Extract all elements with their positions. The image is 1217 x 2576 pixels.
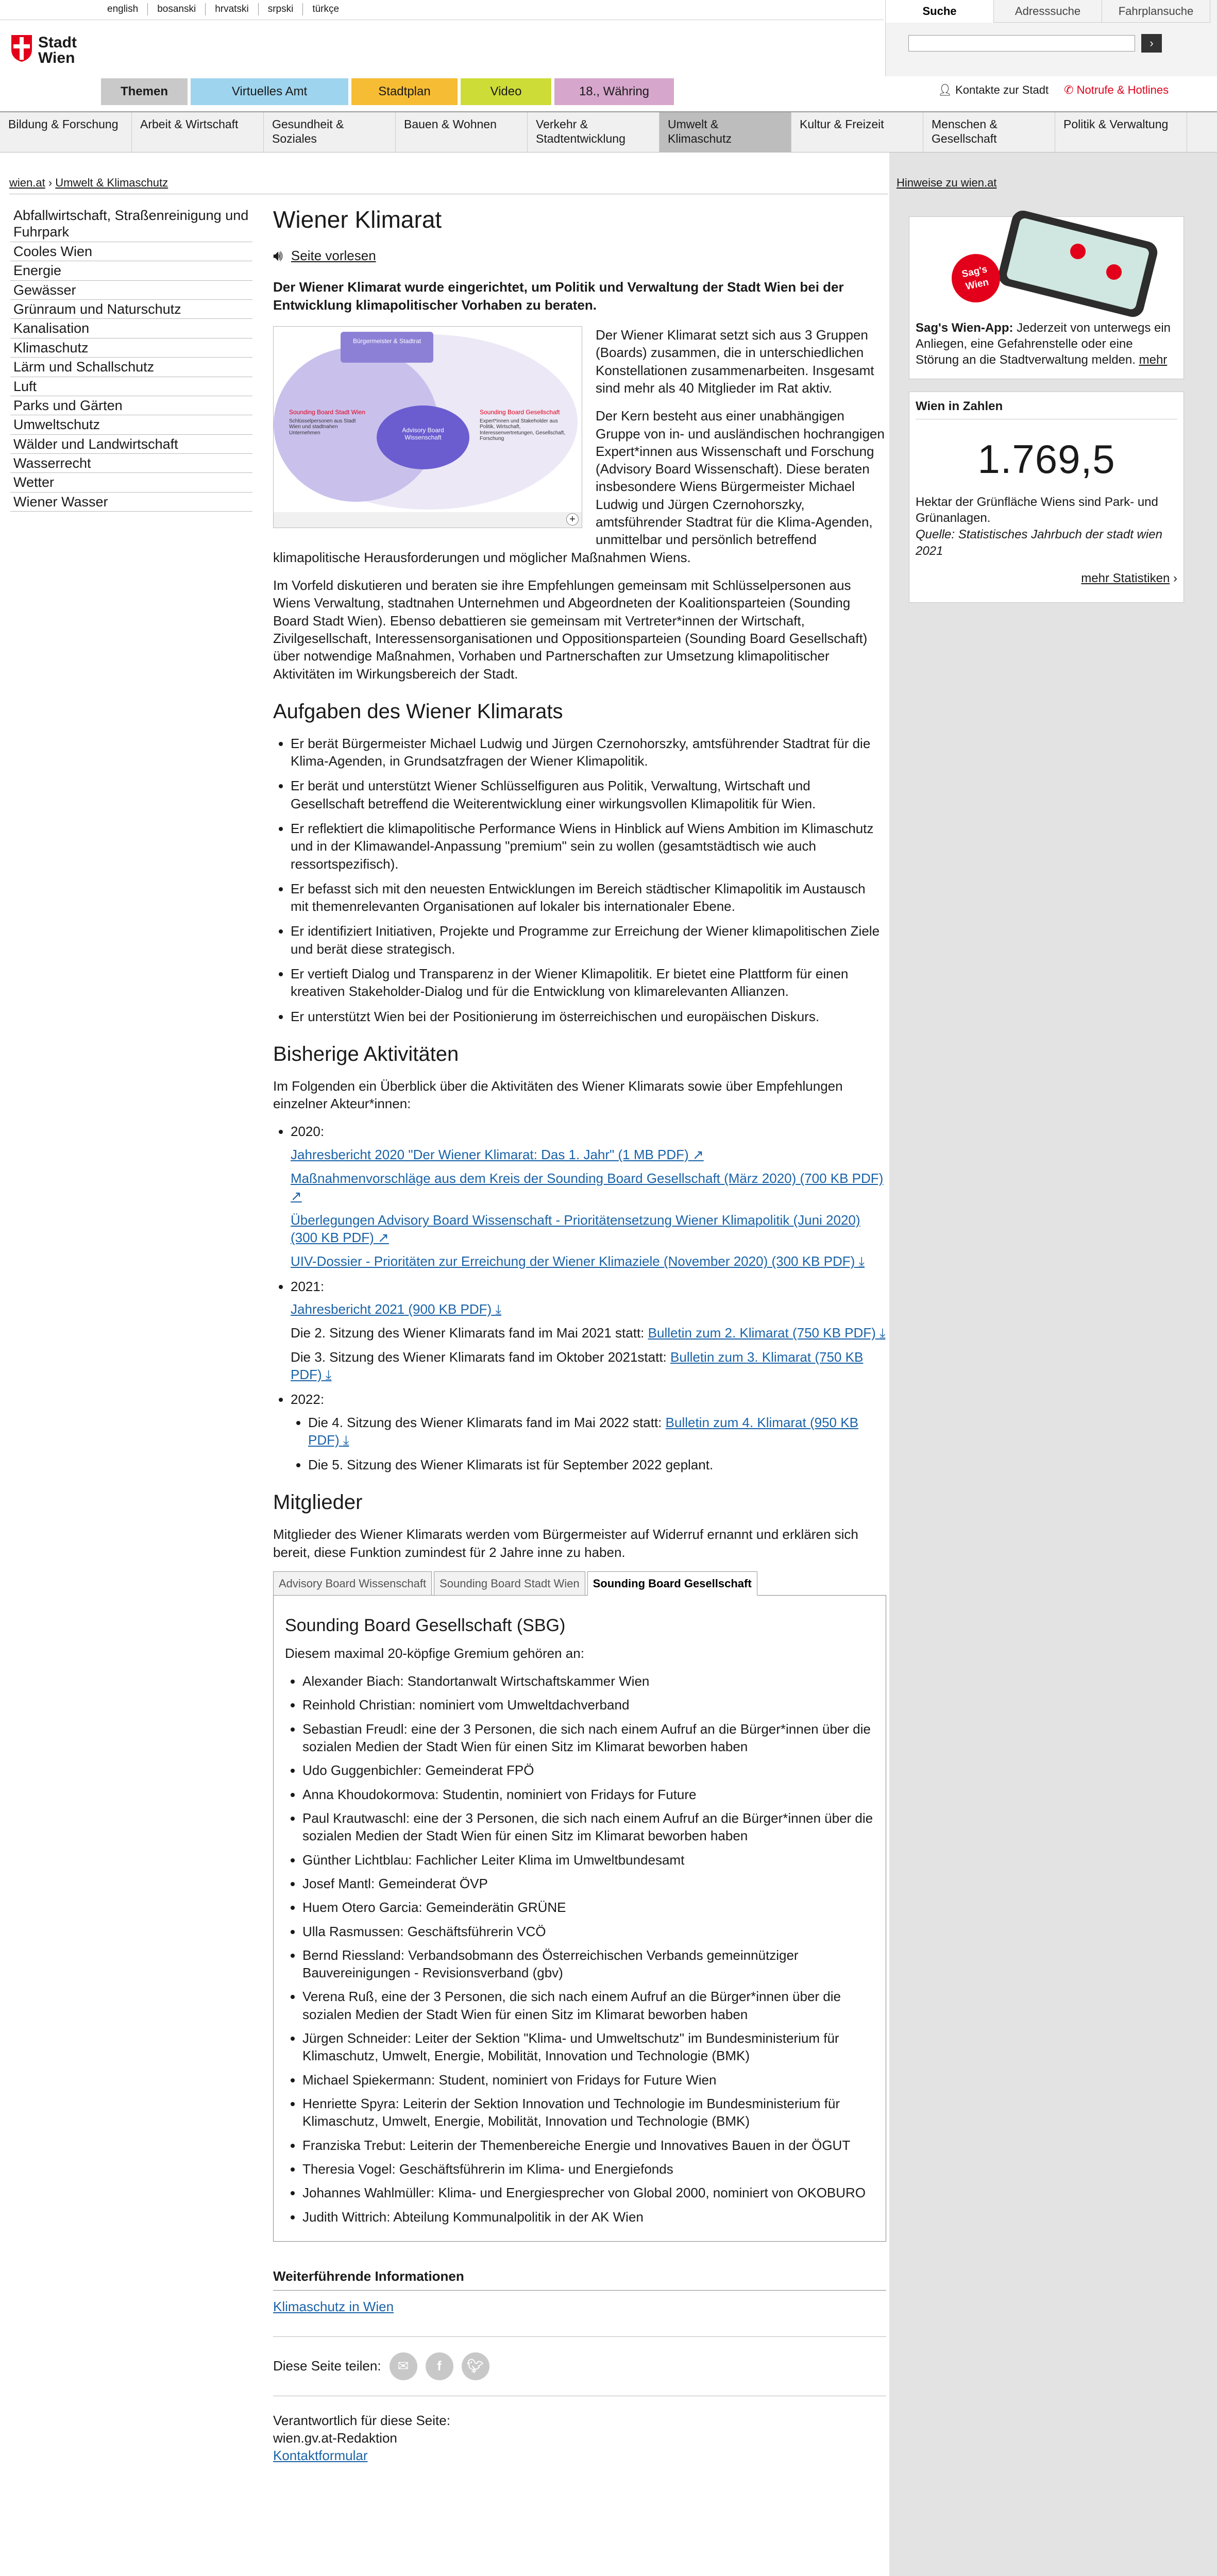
- download-icon: ⤓: [325, 1366, 332, 1382]
- download-icon: ⤓: [880, 1325, 886, 1341]
- sags-wien-more[interactable]: mehr: [1139, 353, 1168, 367]
- member-item: • Huem Otero Garcia: Gemeinderätin GRÜNE: [302, 1899, 874, 1916]
- member-item: • Theresia Vogel: Geschäftsführerin im Klima- und Energiefonds: [302, 2160, 874, 2178]
- pdf-link[interactable]: Jahresbericht 2020 "Der Wiener Klimarat: Das 1. Jahr" (1 MB PDF) ↗: [291, 1146, 704, 1162]
- coat-of-arms-icon: [10, 34, 33, 63]
- year-2022: • 2022: • Die 4. Sitzung des Wiener Klimarats fand im Mai 2022 statt: Bulletin zum 4. Klimarat (950 KB PDF) ⤓ • Die 5. Sitzung des Wiener Klimarats ist für September 2022 geplant.: [291, 1391, 886, 1473]
- member-item: • Paul Krautwaschl: eine der 3 Personen, die sich nach einem Aufruf an die Bürger*innen über die sozialen Medien der Stadt Wien für einen Sitz im Klimarat beworben haben: [302, 1809, 874, 1845]
- nav-stadtplan[interactable]: Stadtplan: [351, 78, 458, 105]
- responsible: [273, 2412, 886, 2465]
- pdf-link[interactable]: Überlegungen Advisory Board Wissenschaft - Prioritätensetzung Wiener Klimapolitik (Juni 2020) (300 KB PDF) ↗: [291, 1212, 860, 1246]
- member-item: • Ulla Rasmussen: Geschäftsführerin VCÖ: [302, 1923, 874, 1940]
- external-link-icon: ↗: [378, 1230, 389, 1246]
- search-panel: [885, 0, 1217, 76]
- diagram-right-sub: Expert*innen und Stakeholder aus Politik, Wirtschaft, Interessenvertretungen, Gesellschaft, Forschung: [480, 418, 566, 442]
- nav-district[interactable]: 18., Währing: [554, 78, 674, 105]
- breadcrumb: [9, 175, 168, 190]
- list-item: • Er vertieft Dialog und Transparenz in der Wiener Klimapolitik. Er bietet eine Plattform für einen kreativen Stakeholder-Dialog und für die Entwicklung von klimarelevanten Allianzen.: [291, 965, 886, 1001]
- tab-sounding-board-gesellschaft[interactable]: Sounding Board Gesellschaft: [587, 1571, 757, 1596]
- left-nav-item[interactable]: Kanalisation: [10, 319, 252, 338]
- climate-link[interactable]: Klimaschutz in Wien: [273, 2299, 394, 2315]
- zoom-icon[interactable]: +: [566, 513, 579, 526]
- member-item: • Josef Mantl: Gemeinderat ÖVP: [302, 1875, 874, 1892]
- diagram-center-label: Advisory Board Wissenschaft: [402, 426, 444, 441]
- activities-intro: Im Folgenden ein Überblick über die Aktivitäten des Wiener Klimarats sowie über Empfehlungen einzelner Akteur*innen:: [273, 1078, 843, 1112]
- members-intro: Mitglieder des Wiener Klimarats werden vom Bürgermeister auf Widerruf ernannt und erklären sich bereit, diese Funktion zumindest für 2 Jahre inne zu haben.: [273, 1527, 858, 1560]
- session-2: Die 2. Sitzung des Wiener Klimarats fand im Mai 2021 statt: Bulletin zum 2. Klimarat (750 KB PDF) ⤓: [291, 1325, 886, 1341]
- logo-line2: Wien: [38, 49, 75, 66]
- main-content: [273, 204, 886, 2464]
- theme-gesundheit[interactable]: Gesundheit & Soziales: [264, 112, 396, 152]
- left-nav-item[interactable]: Klimaschutz: [10, 338, 252, 358]
- lang-english[interactable]: english: [107, 4, 139, 14]
- external-link-icon: ↗: [692, 1146, 704, 1162]
- member-item: • Bernd Riessland: Verbandsobmann des Österreichischen Verbands gemeinnütziger Bauvereinigungen - Revisionsverband (gbv): [302, 1946, 874, 1982]
- theme-kultur[interactable]: Kultur & Freizeit: [791, 112, 923, 152]
- contact-link[interactable]: 👤︎ Kontakte zur Stadt: [938, 83, 1049, 96]
- left-nav-item[interactable]: Wetter: [10, 473, 252, 492]
- member-item: • Verena Ruß, eine der 3 Personen, die sich nach einem Aufruf an die Bürger*innen über die sozialen Medien der Stadt Wien für einen Sitz im Klimarat beworben haben: [302, 1988, 874, 2023]
- hints-link[interactable]: Hinweise zu wien.at: [897, 176, 997, 189]
- session-5: • Die 5. Sitzung des Wiener Klimarats ist für September 2022 geplant.: [308, 1456, 886, 1473]
- nav-themen[interactable]: Themen: [101, 78, 188, 105]
- sags-wien-badge: Sag's Wien: [947, 249, 1004, 307]
- lang-turkce[interactable]: türkçe: [302, 3, 348, 15]
- more-statistics[interactable]: mehr Statistiken ›: [1081, 571, 1177, 586]
- year-2020: • 2020: Jahresbericht 2020 "Der Wiener Klimarat: Das 1. Jahr" (1 MB PDF) ↗ Maßnahmenvorschläge aus dem Kreis der Sounding Board Gesellschaft (März 2020) (700 KB PDF) ↗ Überlegungen Advisory Board Wissenschaft - Prioritätensetzung Wiener Klimapolitik (Juni 2020) (300 KB PDF) ↗ UIV-Dossier - Prioritäten zur Erreichung der Wiener Klimaziele (November 2020) (300 KB PDF) ⤓: [291, 1123, 886, 1270]
- left-nav-item[interactable]: Wasserrecht: [10, 454, 252, 473]
- breadcrumb-separator: ›: [48, 176, 53, 189]
- lang-hrvatski[interactable]: hrvatski: [205, 3, 258, 15]
- board-diagram: [273, 326, 582, 528]
- lead-text: Der Wiener Klimarat wurde eingerichtet, um Politik und Verwaltung der Stadt Wien bei der Entwicklung klimapolitischer Vorhaben zu beraten.: [273, 279, 844, 313]
- twitter-icon[interactable]: 🐦︎: [462, 2352, 489, 2380]
- member-item: • Johannes Wahlmüller: Klima- und Energiesprecher von Global 2000, nominiert von OKOBURO: [302, 2184, 874, 2201]
- bulletin-4-link[interactable]: Bulletin zum 4. Klimarat (950 KB PDF) ⤓: [308, 1414, 858, 1448]
- mail-icon[interactable]: ✉: [390, 2352, 417, 2380]
- theme-bar: [0, 111, 1217, 152]
- search-button[interactable]: ›: [1141, 34, 1162, 53]
- members-heading: Mitglieder: [273, 1491, 363, 1514]
- nav-video[interactable]: Video: [461, 78, 551, 105]
- stats-value: 1.769,5: [977, 436, 1115, 482]
- theme-bauen[interactable]: Bauen & Wohnen: [396, 112, 528, 152]
- further-info: [273, 2267, 886, 2316]
- diagram-right-label: Sounding Board Gesellschaft: [480, 408, 560, 416]
- member-item: • Alexander Biach: Standortanwalt Wirtschaftskammer Wien: [302, 1672, 874, 1690]
- left-nav-item[interactable]: Lärm und Schallschutz: [10, 358, 252, 377]
- left-nav-item[interactable]: Abfallwirtschaft, Straßenreinigung und Fuhrpark: [10, 206, 252, 242]
- theme-arbeit[interactable]: Arbeit & Wirtschaft: [132, 112, 264, 152]
- language-switcher: [98, 3, 348, 15]
- member-item: • Günther Lichtblau: Fachlicher Leiter Klima im Umweltbundesamt: [302, 1851, 874, 1869]
- tasks-list: [273, 735, 886, 1025]
- site-header: [0, 0, 1217, 111]
- list-item: • Er berät und unterstützt Wiener Schlüsselfiguren aus Politik, Verwaltung, Wirtschaft und Gesellschaft betreffend die Weiterentwicklung einer wirkungsvollen Klimapolitik für Wien.: [291, 777, 886, 812]
- panel-intro: Diesem maximal 20-köpfige Gremium gehören an:: [285, 1645, 584, 1661]
- left-nav-item[interactable]: Wiener Wasser: [10, 493, 252, 512]
- member-item: • Udo Guggenbichler: Gemeinderat FPÖ: [302, 1761, 874, 1779]
- download-icon: ⤓: [343, 1432, 349, 1448]
- stats-description: Hektar der Grünfläche Wiens sind Park- und Grünanlagen.: [916, 495, 1158, 526]
- left-nav-item[interactable]: Grünraum und Naturschutz: [10, 300, 252, 319]
- tasks-heading: Aufgaben des Wiener Klimarats: [273, 700, 563, 723]
- lang-bosanski[interactable]: bosanski: [147, 3, 205, 15]
- theme-umwelt[interactable]: Umwelt & Klimaschutz: [660, 112, 791, 152]
- tab-advisory-board[interactable]: Advisory Board Wissenschaft: [273, 1571, 432, 1596]
- list-item: • Er reflektiert die klimapolitische Performance Wiens in Hinblick auf Wiens Ambition im Klimaschutz und in der Klimawandel-Anpassung "premium" sein zu wollen (gesamtstädtisch wie auch ressortspezifisch).: [291, 820, 886, 873]
- main-nav: [101, 78, 677, 105]
- diagram-left-label: Sounding Board Stadt Wien: [289, 408, 366, 416]
- member-item: • Franziska Trebut: Leiterin der Themenbereiche Energie und Innovatives Bauen in der ÖGUT: [302, 2137, 874, 2154]
- members-tabs: [273, 1571, 886, 1596]
- tab-suche[interactable]: Suche: [886, 0, 994, 23]
- left-nav-item[interactable]: Energie: [10, 261, 252, 280]
- share-bar: [273, 2336, 886, 2396]
- left-nav-item[interactable]: Parks und Gärten: [10, 396, 252, 415]
- bulletin-2-link[interactable]: Bulletin zum 2. Klimarat (750 KB PDF) ⤓: [648, 1325, 886, 1341]
- member-item: • Anna Khoudokormova: Studentin, nominiert von Fridays for Future: [302, 1786, 874, 1803]
- session-4: • Die 4. Sitzung des Wiener Klimarats fand im Mai 2022 statt: Bulletin zum 4. Klimarat (950 KB PDF) ⤓: [308, 1414, 886, 1449]
- session-3: Die 3. Sitzung des Wiener Klimarats fand im Oktober 2021statt: Bulletin zum 3. Klimarat (750 KB PDF) ⤓: [291, 1349, 864, 1382]
- year-2021: • 2021: Jahresbericht 2021 (900 KB PDF) ⤓ Die 2. Sitzung des Wiener Klimarats fand im Mai 2021 statt: Bulletin zum 2. Klimarat (750 KB PDF) ⤓ Die 3. Sitzung des Wiener Klimarats fand im Oktober 2021statt: Bulletin zum 3. Klimarat (750 KB PDF) ⤓: [291, 1278, 886, 1384]
- sags-wien-text: Sag's Wien-App: Jederzeit von unterwegs ein Anliegen, eine Gefahrenstelle oder eine Störung an die Stadtverwaltung melden. mehr: [916, 321, 1171, 367]
- stadt-wien-logo[interactable]: [10, 34, 88, 80]
- sags-wien-image: [916, 223, 1178, 316]
- header-tools: [938, 82, 1169, 97]
- external-link-icon: ↗: [291, 1188, 302, 1204]
- member-item: • Jürgen Schneider: Leiter der Sektion "Klima- und Umweltschutz" im Bundesministerium für Klimaschutz, Umwelt, Energie, Mobilität, Innovation und Technologie (BMK): [302, 2029, 874, 2065]
- members-list: [285, 1672, 874, 2226]
- member-item: • Michael Spiekermann: Student, nominiert von Fridays for Future Wien: [302, 2071, 874, 2089]
- member-item: • Henriette Spyra: Leiterin der Sektion Innovation und Technologie im Bundesministerium für Klimaschutz, Umwelt, Energie, Mobilität, Innovation und Technologie (BMK): [302, 2095, 874, 2130]
- list-item: • Er berät Bürgermeister Michael Ludwig und Jürgen Czernohorszky, amtsführender Stadtrat für die Klima-Agenden, in Grundsatzfragen der Wiener Klimapolitik.: [291, 735, 886, 770]
- theme-bildung[interactable]: Bildung & Forschung: [0, 112, 132, 152]
- further-info-title: Weiterführende Informationen: [273, 2267, 886, 2291]
- activities-list: [273, 1123, 886, 1473]
- share-label: Diese Seite teilen:: [273, 2358, 381, 2374]
- diagram-left-sub: Schlüsselpersonen aus Stadt Wien und stadtnahen Unternehmen: [289, 418, 356, 436]
- tab-panel: [273, 1595, 886, 2242]
- sags-wien-box[interactable]: [909, 216, 1184, 379]
- map-pin-icon: [1106, 264, 1122, 280]
- member-item: • Reinhold Christian: nominiert vom Umweltdachverband: [302, 1696, 874, 1714]
- intro-paragraph-3: Im Vorfeld diskutieren und beraten sie ihre Empfehlungen gemeinsam mit Schlüsselpersonen aus Wiens Verwaltung, stadtnahen Unternehmen und Abgeordneten der Koalitionsparteien (Sounding Board Stadt Wien). Ebenso debattieren sie gemeinsam mit Vertreter*innen der Wirtschaft, Zivilgesellschaft, Interessensorganisationen und Oppositionsparteien (Sounding Board Gesellschaft) über notwendige Maßnahmen, Vorhaben und Partnerschaften zur Umsetzung klimapolitischer Aktivitäten im Wirkungsbereich der Stadt.: [273, 578, 868, 682]
- responsible-name: wien.gv.at-Redaktion: [273, 2430, 397, 2446]
- speaker-icon: 🔊︎: [273, 247, 283, 264]
- pdf-link[interactable]: Maßnahmenvorschläge aus dem Kreis der Sounding Board Gesellschaft (März 2020) (700 KB PDF) ↗: [291, 1171, 884, 1204]
- left-nav: [10, 206, 252, 512]
- list-item: • Er befasst sich mit den neuesten Entwicklungen im Bereich städtischer Klimapolitik im Austausch mit themenrelevanten Organisationen auf lokaler bis internationaler Ebene.: [291, 880, 886, 916]
- stats-box: [909, 392, 1184, 603]
- breadcrumb-home[interactable]: wien.at: [9, 176, 45, 189]
- pdf-link[interactable]: UIV-Dossier - Prioritäten zur Erreichung der Wiener Klimaziele (November 2020) (300 KB PDF) ⤓: [291, 1253, 865, 1269]
- theme-politik[interactable]: Politik & Verwaltung: [1055, 112, 1187, 152]
- tab-sounding-board-stadt[interactable]: Sounding Board Stadt Wien: [434, 1571, 585, 1596]
- download-icon: ⤓: [858, 1253, 865, 1269]
- left-nav-item[interactable]: Luft: [10, 377, 252, 396]
- read-aloud[interactable]: 🔊︎ Seite vorlesen: [273, 246, 886, 266]
- activities-heading: Bisherige Aktivitäten: [273, 1043, 459, 1066]
- stats-title: Wien in Zahlen: [916, 398, 1177, 419]
- pdf-link[interactable]: Jahresbericht 2021 (900 KB PDF) ⤓: [291, 1301, 501, 1317]
- bulletin-3-link[interactable]: Bulletin zum 3. Klimarat (750 KB PDF) ⤓: [291, 1349, 864, 1382]
- diagram-top-label: Bürgermeister & Stadtrat: [352, 337, 421, 345]
- lang-srpski[interactable]: srpski: [258, 3, 303, 15]
- tab-fahrplansuche[interactable]: Fahrplansuche: [1102, 0, 1210, 23]
- download-icon: ⤓: [495, 1301, 501, 1317]
- left-nav-item[interactable]: Cooles Wien: [10, 242, 252, 261]
- facebook-icon[interactable]: f: [426, 2352, 453, 2380]
- left-nav-item[interactable]: Umweltschutz: [10, 415, 252, 434]
- member-item: • Sebastian Freudl: eine der 3 Personen, die sich nach einem Aufruf an die Bürger*innen über die sozialen Medien der Stadt Wien für einen Sitz im Klimarat beworben haben: [302, 1720, 874, 1756]
- person-icon: 👤︎: [938, 83, 952, 96]
- panel-title: Sounding Board Gesellschaft (SBG): [285, 1615, 566, 1635]
- logo-line1: Stadt: [38, 34, 77, 51]
- intro-paragraph-2: Der Kern besteht aus einer unabhängigen Gruppe von in- und ausländischen hochrangigen Expert*innen aus Wissenschaft und Forschung (Advisory Board Wissenschaft). Diese beraten insbesondere Wiens Bürgermeister Michael Ludwig und Jürgen Czernohorszky, amtsführender Stadtrat für die Klima-Agenden, unmittelbar und persönlich betreffend klimapolitische Herausforderungen und möglicher Maßnahmen Wiens.: [273, 408, 885, 565]
- chevron-right-icon: ›: [1173, 571, 1177, 586]
- emergency-link[interactable]: ✆ Notrufe & Hotlines: [1064, 83, 1169, 96]
- theme-verkehr[interactable]: Verkehr & Stadtentwicklung: [528, 112, 660, 152]
- page-title: Wiener Klimarat: [273, 206, 442, 233]
- nav-virtuelles-amt[interactable]: Virtuelles Amt: [191, 78, 348, 105]
- left-nav-item[interactable]: Gewässer: [10, 281, 252, 300]
- intro-paragraph-1: Der Wiener Klimarat setzt sich aus 3 Gruppen (Boards) zusammen, die in unterschiedlichen Konstellationen zusammenarbeiten. Insgesamt sind mehr als 40 Mitglieder im Rat aktiv.: [596, 327, 874, 396]
- list-item: • Er unterstützt Wien bei der Positionierung im österreichischen und europäischen Diskurs.: [291, 1008, 886, 1025]
- map-pin-icon: [1070, 244, 1086, 259]
- stats-source: Quelle: Statistisches Jahrbuch der stadt wien 2021: [916, 527, 1162, 558]
- responsible-label: Verantwortlich für diese Seite:: [273, 2412, 450, 2428]
- left-nav-item[interactable]: Wälder und Landwirtschaft: [10, 435, 252, 454]
- member-item: • Judith Wittrich: Abteilung Kommunalpolitik in der AK Wien: [302, 2208, 874, 2226]
- breadcrumb-current[interactable]: Umwelt & Klimaschutz: [55, 176, 168, 189]
- tab-adresssuche[interactable]: Adresssuche: [994, 0, 1102, 23]
- list-item: • Er identifiziert Initiativen, Projekte und Programme zur Erreichung der Wiener klimapolitischen Ziele und berät diese strategisch.: [291, 922, 886, 958]
- theme-menschen[interactable]: Menschen & Gesellschaft: [923, 112, 1055, 152]
- search-input[interactable]: [908, 35, 1135, 52]
- phone-icon: ✆: [1064, 83, 1074, 96]
- contact-form-link[interactable]: Kontaktformular: [273, 2448, 368, 2464]
